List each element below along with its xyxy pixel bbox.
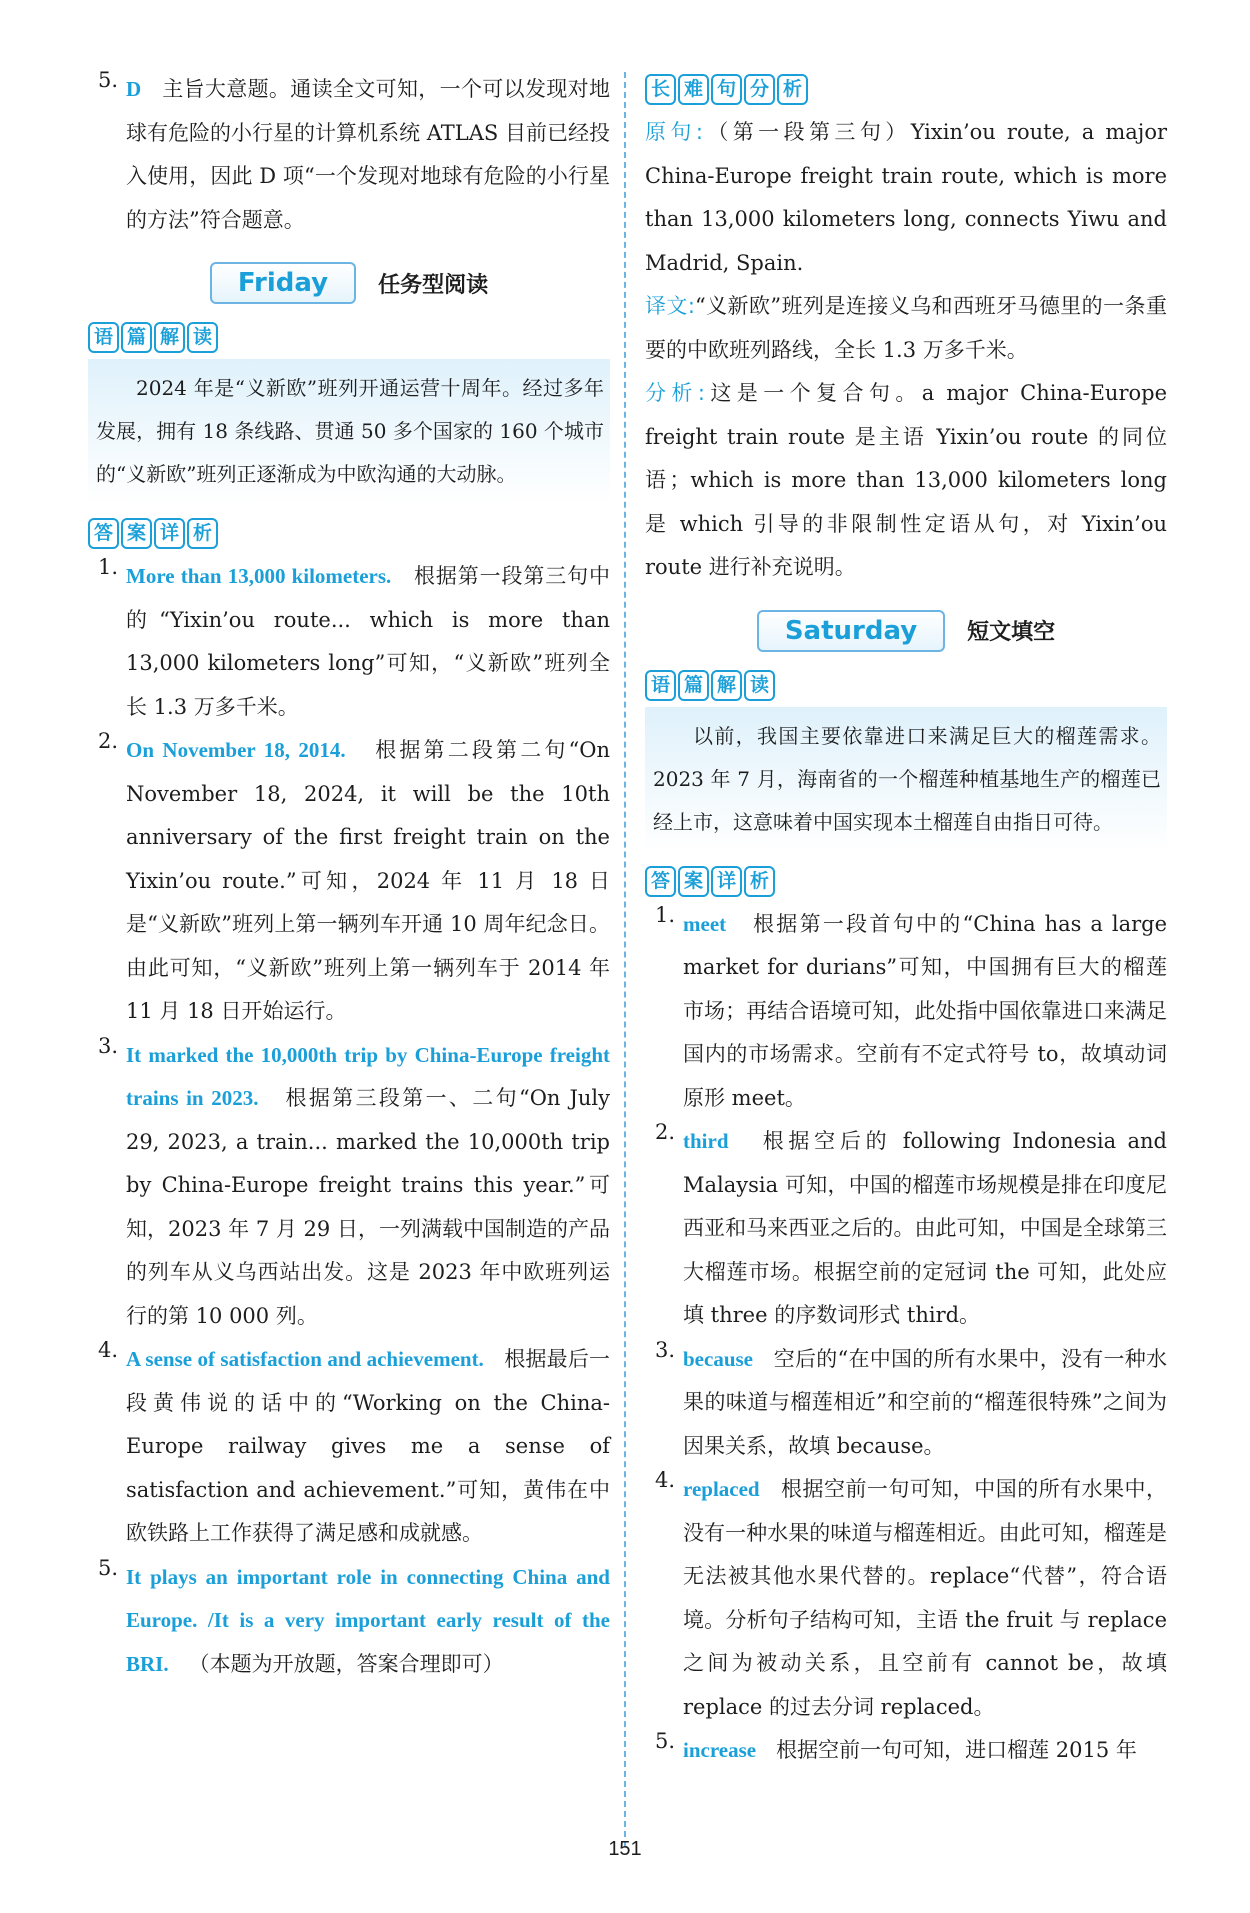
original-sentence: 原句:（第一段第三句）Yixin’ou route, a major China-Europe freight train route, which is more than 13,000 kilometers long, connects Yiwu and Madrid, Spain. <box>645 120 1168 275</box>
answer-item: 5. increase 根据空前一句可知，进口榴莲 2015 年 <box>654 1729 1137 1762</box>
explanation: 根据最后一段黄伟说的话中的“Working on the China-Europe railway gives me a sense of satisfaction and achievement.”可知，黄伟在中欧铁路上工作获得了满足感和成就感。 <box>126 1347 611 1545</box>
answer: meet <box>683 911 727 936</box>
page-number: 151 <box>608 1838 642 1860</box>
prev-answer-item <box>88 68 610 242</box>
tag-answer-details: 答 案 详 析 <box>645 866 1167 897</box>
explanation: 根据第二段第二句“On November 18, 2024, it will be the 10th anniversary of the first freight train on the Yixin’ou route.”可知，2024 年 11 月 18 日是“义新欧”班列上第一辆列车开通 10 周年纪念日。由此可知，“义新欧”班列上第一辆列车于 2014 年 11 月 18 日开始运行。 <box>126 738 611 1023</box>
section-title: 任务型阅读 <box>378 272 489 298</box>
answer: increase <box>683 1738 757 1762</box>
day-badge: Saturday <box>757 610 945 652</box>
tag-discourse-analysis: 语 篇 解 读 <box>88 322 610 353</box>
column-divider <box>624 72 626 1847</box>
answer: replaced <box>683 1477 760 1501</box>
left-column <box>88 68 610 1686</box>
answer-item: 3. It marked the 10,000th trip by China-Europe freight trains in 2023. 根据第三段第一、二句“On July 29, 2023, a train... marked the 10,000th trip by China-Europe freight trains this year.”可知，2023 年 7 月 29 日，一列满载中国制造的产品的列车从义乌西站出发。这是 2023 年中欧班列运行的第 10 000 列。 <box>97 1033 610 1328</box>
answer-item: 1. More than 13,000 kilometers. 根据第一段第三句中的“Yixin’ou route... which is more than 13,000 kilometers long”可知，“义新欧”班列全长 1.3 万多千米。 <box>97 555 611 719</box>
answer: It marked the 10,000th trip by China-Europe freight trains in 2023. <box>126 1042 610 1110</box>
right-column <box>645 68 1167 1773</box>
answer: A sense of satisfaction and achievement. <box>126 1347 484 1371</box>
explanation: 主旨大意题。通读全文可知，一个可以发现对地球有危险的小行星的计算机系统 ATLAS 目前已经投入使用，因此 D 项“一个发现对地球有危险的小行星的方法”符合题意。 <box>126 77 610 232</box>
tag-discourse-analysis: 语 篇 解 读 <box>645 670 1167 701</box>
answer-item: 4. A sense of satisfaction and achievement. 根据最后一段黄伟说的话中的“Working on the China-Europe railway gives me a sense of satisfaction and achievement.”可知，黄伟在中欧铁路上工作获得了满足感和成就感。 <box>97 1338 611 1545</box>
answer-item: 3. because 空后的“在中国的所有水果中，没有一种水果的味道与榴莲相近”和空前的“榴莲很特殊”之间为因果关系，故填 because。 <box>654 1337 1168 1458</box>
item-number: 5. <box>97 68 118 92</box>
explanation: 根据空前一句可知，进口榴莲 2015 年 <box>776 1738 1137 1762</box>
section-header-saturday <box>645 610 1167 652</box>
explanation: 根据第三段第一、二句“On July 29, 2023, a train... marked the 10,000th trip by China-Europe freight trains this year.”可知，2023 年 7 月 29 日，一列满载中国制造的产品的列车从义乌西站出发。这是 2023 年中欧班列运行的第 10 000 列。 <box>126 1086 610 1328</box>
passage-summary: 2024 年是“义新欧”班列开通运营十周年。经过多年发展，拥有 18 条线路、贯通 50 多个国家的 160 个城市的“义新欧”班列正逐渐成为中欧沟通的大动脉。 <box>88 359 610 504</box>
answer-item: 5. It plays an important role in connecting China and Europe. /It is a very important early result of the BRI. （本题为开放题，答案合理即可） <box>97 1555 610 1676</box>
answer-item: 2. third 根据空后的 following Indonesia and Malaysia 可知，中国的榴莲市场规模是排在印度尼西亚和马来西亚之后的。由此可知，中国是全球第三大榴莲市场。根据空前的定冠词 the 可知，此处应填 three 的序数词形式 third。 <box>654 1120 1167 1327</box>
explanation: 空后的“在中国的所有水果中，没有一种水果的味道与榴莲相近”和空前的“榴莲很特殊”之间为因果关系，故填 because。 <box>683 1346 1168 1458</box>
answer: On November 18, 2014. <box>126 738 346 762</box>
translation: 译文:“义新欧”班列是连接义乌和西班牙马德里的一条重要的中欧班列路线，全长 1.3 万多千米。 <box>645 294 1167 362</box>
answer: third <box>683 1129 729 1153</box>
day-badge: Friday <box>210 262 356 304</box>
explanation: 根据第一段首句中的“China has a large market for durians”可知，中国拥有巨大的榴莲市场；再结合语境可知，此处指中国依靠进口来满足国内的市场需求。空前有不定式符号 to，故填动词原形 meet。 <box>683 911 1167 1110</box>
tag-long-sentence-analysis: 长 难 句 分 析 <box>645 74 1167 105</box>
answer-item: 2. On November 18, 2014. 根据第二段第二句“On November 18, 2024, it will be the 10th anniversary of the first freight train on the Yixin’ou route.”可知，2024 年 11 月 18 日是“义新欧”班列上第一辆列车开通 10 周年纪念日。由此可知，“义新欧”班列上第一辆列车于 2014 年 11 月 18 日开始运行。 <box>97 729 611 1023</box>
answer: D <box>126 77 142 101</box>
tag-answer-details: 答 案 详 析 <box>88 518 610 549</box>
passage-summary: 以前，我国主要依靠进口来满足巨大的榴莲需求。2023 年 7 月，海南省的一个榴莲种植基地生产的榴莲已经上市，这意味着中国实现本土榴莲自由指日可待。 <box>645 707 1167 852</box>
explanation: （本题为开放题，答案合理即可） <box>188 1651 504 1676</box>
answer-item: 4. replaced 根据空前一句可知，中国的所有水果中，没有一种水果的味道与榴莲相近。由此可知，榴莲是无法被其他水果代替的。replace“代替”，符合语境。分析句子结构可知，主语 the fruit 与 replace 之间为被动关系，且空前有 cannot be，故填 replace 的过去分词 replaced。 <box>654 1468 1168 1719</box>
answer: More than 13,000 kilometers. <box>126 564 392 588</box>
section-header-friday <box>88 262 610 304</box>
explanation: 根据第一段第三句中的“Yixin’ou route... which is more than 13,000 kilometers long”可知，“义新欧”班列全长 1.3 万多千米。 <box>126 564 611 719</box>
section-title: 短文填空 <box>967 620 1056 645</box>
explanation: 根据空后的 following Indonesia and Malaysia 可知，中国的榴莲市场规模是排在印度尼西亚和马来西亚之后的。由此可知，中国是全球第三大榴莲市场。根据空前的定冠词 the 可知，此处应填 three 的序数词形式 third。 <box>683 1129 1167 1327</box>
explanation: 根据空前一句可知，中国的所有水果中，没有一种水果的味道与榴莲相近。由此可知，榴莲是无法被其他水果代替的。replace“代替”，符合语境。分析句子结构可知，主语 the fruit 与 replace 之间为被动关系，且空前有 cannot be，故填 replace 的过去分词 replaced。 <box>683 1477 1168 1719</box>
analysis: 分析:这是一个复合句。a major China-Europe freight train route 是主语 Yixin’ou route 的同位语；which is more than 13,000 kilometers long 是 which 引导的非限制性定语从句，对 Yixin’ou route 进行补充说明。 <box>645 381 1167 579</box>
answer-item: 1. meet 根据第一段首句中的“China has a large market for durians”可知，中国拥有巨大的榴莲市场；再结合语境可知，此处指中国依靠进口来满足国内的市场需求。空前有不定式符号 to，故填动词原形 meet。 <box>654 902 1167 1110</box>
answer: It plays an important role in connecting China and Europe. /It is a very important early result of the BRI. <box>126 1564 610 1676</box>
answer: because <box>683 1346 753 1371</box>
